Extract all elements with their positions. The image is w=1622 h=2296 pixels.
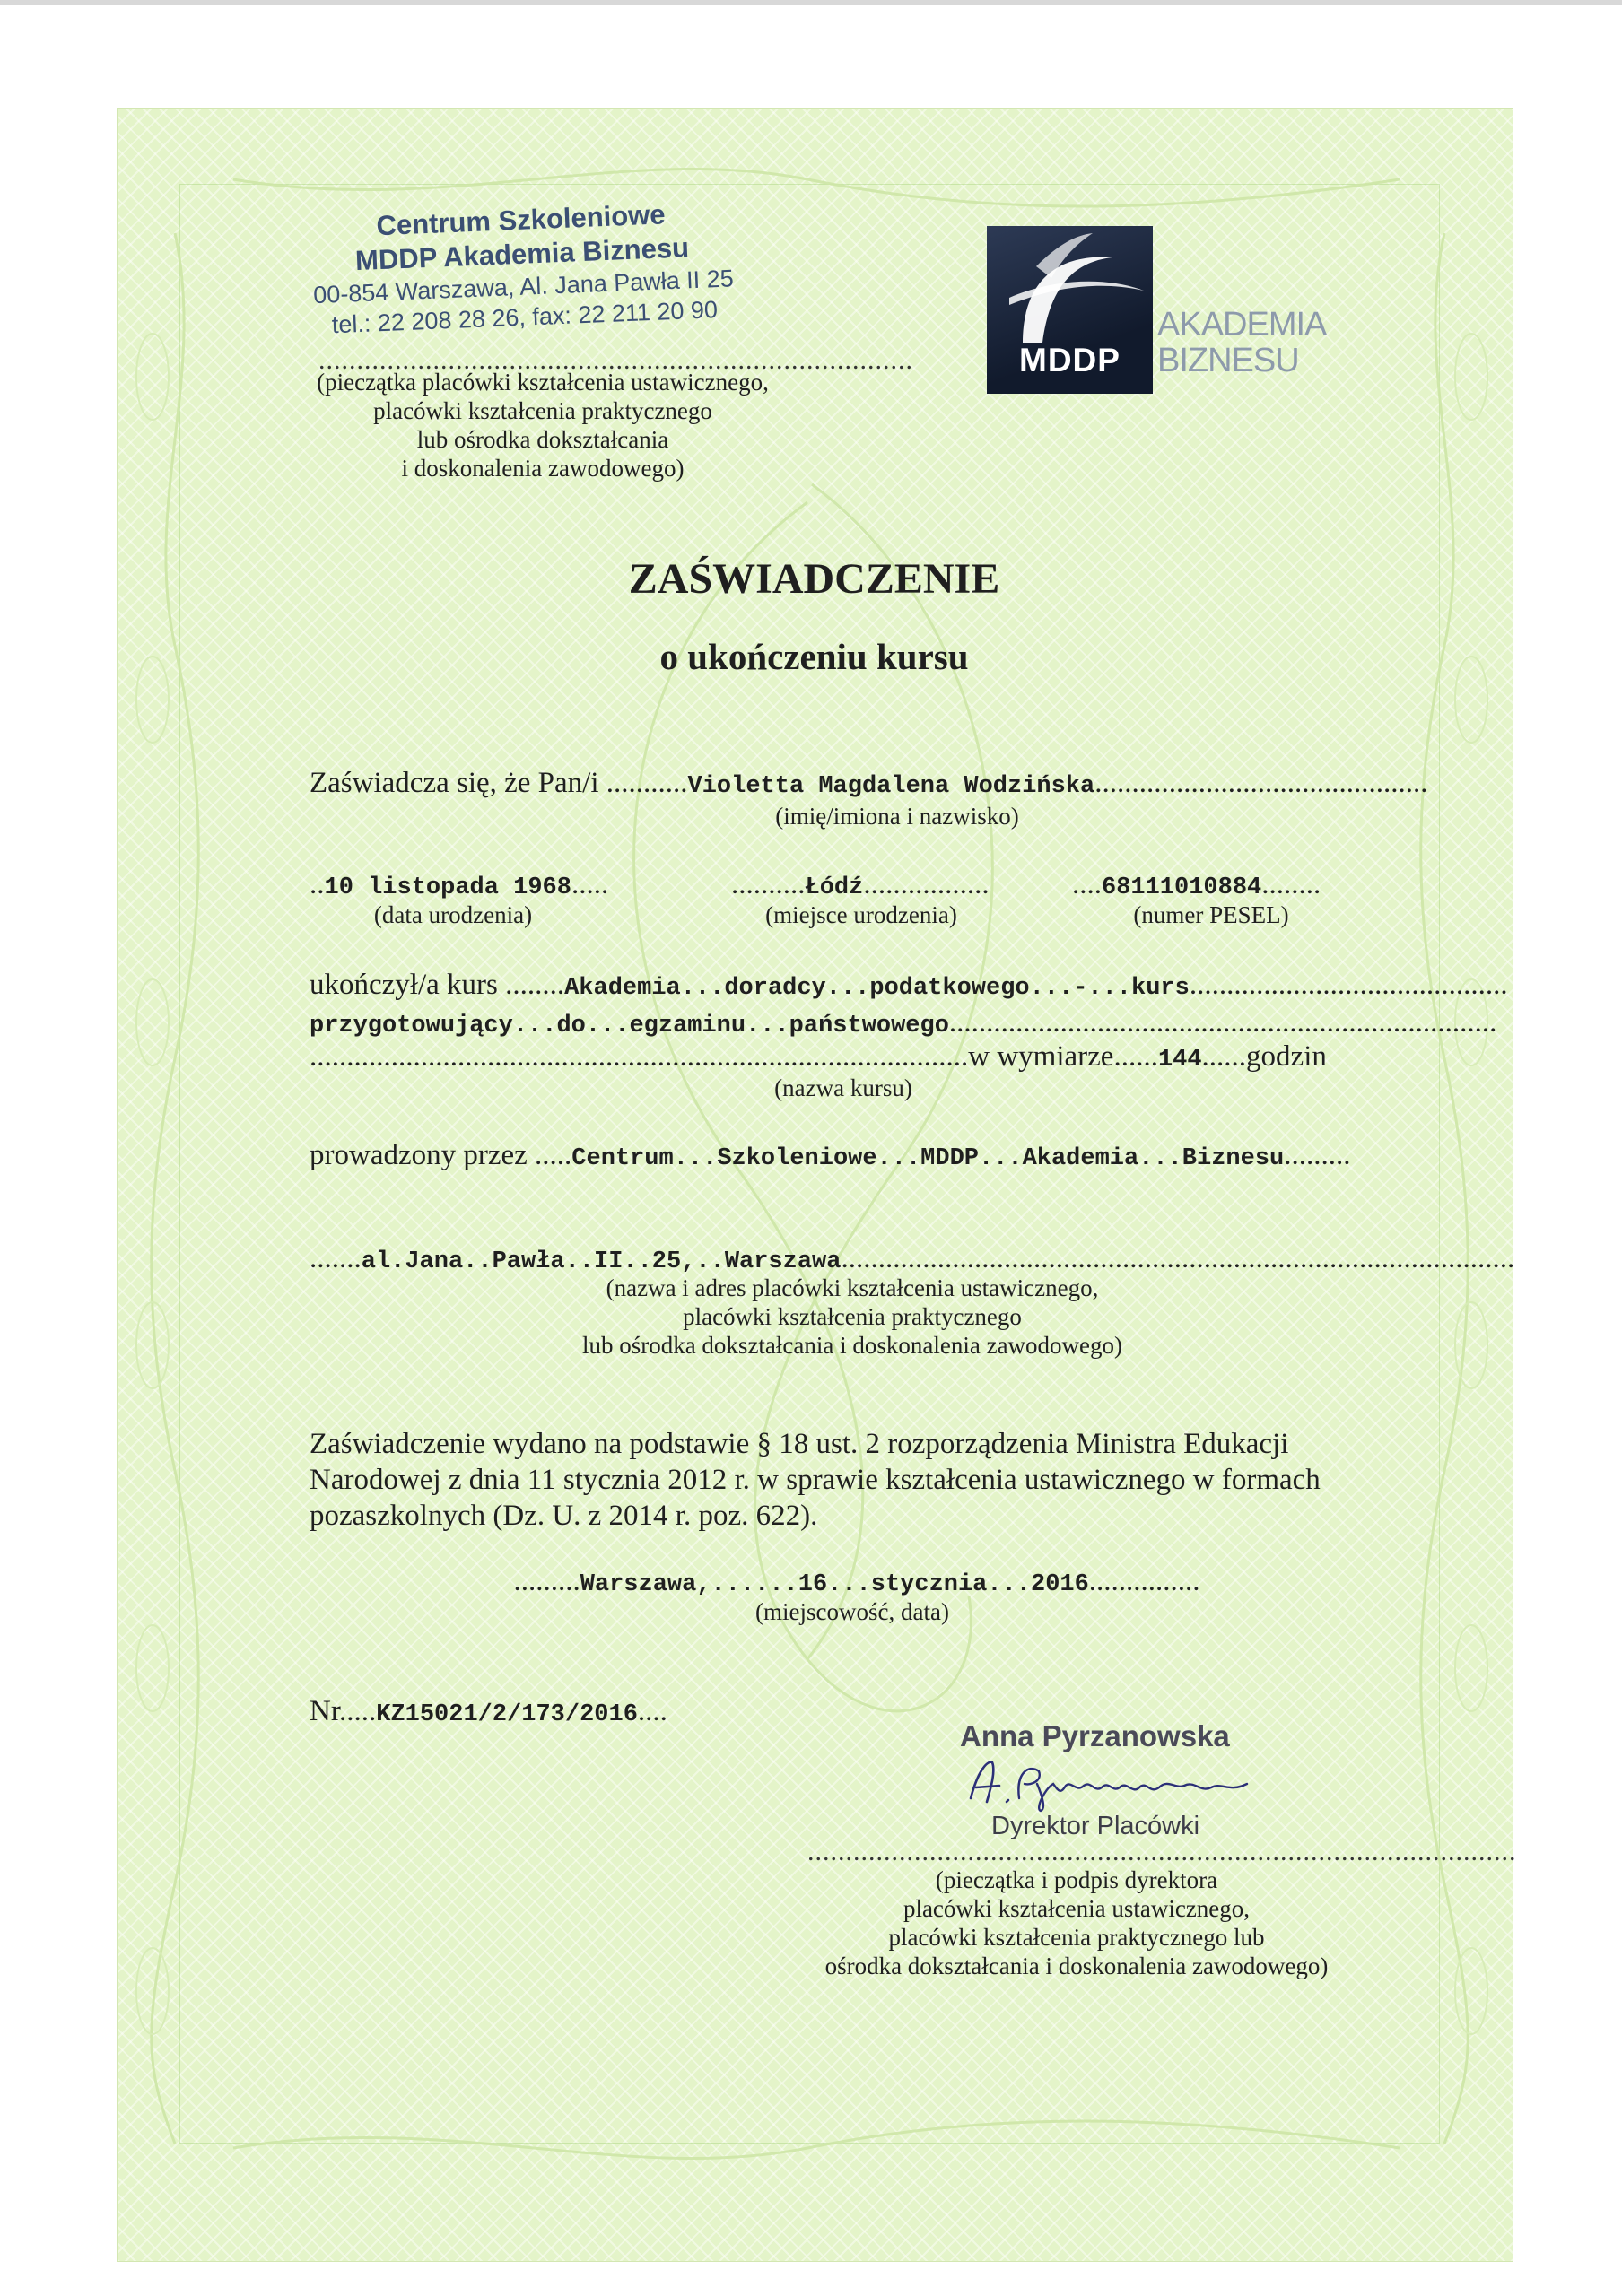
- pesel-field: ....68111010884........: [1072, 868, 1321, 901]
- signatory-caption: [789, 1866, 1364, 1980]
- pesel: 68111010884: [1102, 874, 1262, 901]
- holder-lead: Zaświadcza się, że Pan/i: [310, 767, 599, 799]
- signatory-name: Anna Pyrzanowska: [960, 1719, 1230, 1752]
- legal-basis-line: pozaszkolnych (Dz. U. z 2014 r. poz. 622).: [310, 1500, 818, 1532]
- legal-basis: [310, 1426, 1359, 1534]
- birth-date-caption: (data urodzenia): [373, 901, 533, 928]
- document-subtitle: o ukończeniu kursu: [659, 636, 969, 677]
- pesel-caption: (numer PESEL): [1133, 901, 1289, 928]
- issue-place-date: Warszawa,......16...stycznia...2016: [580, 1571, 1089, 1598]
- issuer-stamp: [269, 194, 776, 343]
- course-lead: ukończył/a kurs: [310, 969, 498, 1001]
- provider-address-line: .......al.Jana..Pawła..II..25,..Warszawa...........................................................................................: [310, 1242, 1515, 1275]
- course-hours-suffix: godzin: [1246, 1040, 1327, 1073]
- birth-place-caption: (miejsce urodzenia): [765, 901, 957, 928]
- provider-caption-line: lub ośrodka dokształcania i doskonalenia zawodowego): [581, 1332, 1123, 1359]
- issue-line: .........Warszawa,......16...stycznia...2016...............: [513, 1565, 1200, 1598]
- document-title: ZAŚWIADCZENIE: [628, 555, 1000, 603]
- logo-mark: MDDP: [1019, 342, 1121, 378]
- swoosh-icon: [987, 226, 1153, 343]
- signatory-caption-line: (pieczątka i podpis dyrektora: [935, 1866, 1218, 1893]
- logo-wordmark: [1157, 307, 1364, 378]
- course-name-line2: przygotowujący...do...egzaminu...państwowego: [310, 1013, 949, 1039]
- holder-line: Zaświadcza się, że Pan/i ...........Violetta Magdalena Wodzińska.............................................: [310, 767, 1428, 800]
- stamp-dotted-line: ..............................................................................: [318, 345, 913, 375]
- stamp-caption-line: lub ośrodka dokształcania: [416, 426, 669, 453]
- signature-dotted-line: .............................................................................................: [807, 1837, 1517, 1866]
- mddp-logo: [987, 226, 1153, 394]
- issue-caption: (miejscowość, data): [755, 1598, 949, 1625]
- provider-lead: prowadzony przez: [310, 1139, 528, 1171]
- stamp-caption: [296, 368, 789, 483]
- issuer-address: 00-854 Warszawa, Al. Jana Pawła II 25: [312, 265, 735, 309]
- provider-name: Centrum...Szkoleniowe...MDDP...Akademia...Biznesu: [571, 1145, 1285, 1172]
- legal-basis-line: Narodowej z dnia 11 stycznia 2012 r. w sprawie kształcenia ustawicznego w formach: [310, 1464, 1321, 1496]
- course-scope-prefix: w wymiarze: [968, 1040, 1114, 1073]
- signatory-caption-line: placówki kształcenia praktycznego lub: [888, 1924, 1265, 1951]
- provider-address: al.Jana..Pawła..II..25,..Warszawa: [361, 1248, 842, 1275]
- issuer-name-line1: Centrum Szkoleniowe: [375, 198, 667, 242]
- birth-date-field: ..10 listopada 1968.....: [310, 868, 609, 901]
- provider-caption-line: (nazwa i adres placówki kształcenia ustawicznego,: [606, 1274, 1099, 1301]
- course-line1: ukończył/a kurs ........Akademia...doradcy...podatkowego...-...kurs...........................................: [310, 969, 1508, 1002]
- issuer-contact: tel.: 22 208 28 26, fax: 22 211 20 90: [331, 296, 719, 339]
- legal-basis-line: Zaświadczenie wydano na podstawie § 18 ust. 2 rozporządzenia Ministra Edukacji: [310, 1428, 1289, 1460]
- certificate-number: KZ15021/2/173/2016: [376, 1701, 638, 1728]
- signature: [960, 1753, 1265, 1812]
- stamp-caption-line: (pieczątka placówki kształcenia ustawicznego,: [317, 369, 769, 396]
- issuer-name-line2: MDDP Akademia Biznesu: [354, 231, 690, 277]
- provider-line: prowadzony przez .....Centrum...Szkoleniowe...MDDP...Akademia...Biznesu.........: [310, 1139, 1351, 1172]
- holder-name-caption: (imię/imiona i nazwisko): [775, 803, 1019, 830]
- course-line2: przygotowujący...do...egzaminu...państwowego..........................................................................: [310, 1006, 1497, 1039]
- signatory-caption-line: ośrodka dokształcania i doskonalenia zawodowego): [824, 1952, 1329, 1979]
- birth-date: 10 listopada 1968: [324, 874, 571, 901]
- course-line3: .........................................................................................w wymiarze......144......godzin: [310, 1040, 1327, 1074]
- handwritten-signature: [960, 1753, 1265, 1812]
- stamp-caption-line: i doskonalenia zawodowego): [401, 455, 685, 482]
- provider-caption: [529, 1274, 1175, 1360]
- course-name-line1: Akademia...doradcy...podatkowego...-...kurs: [564, 975, 1190, 1002]
- logo-line2: BIZNESU: [1157, 342, 1299, 379]
- logo-line1: AKADEMIA: [1157, 306, 1327, 344]
- course-caption: (nazwa kursu): [774, 1074, 912, 1101]
- course-hours: 144: [1157, 1047, 1202, 1074]
- holder-name: Violetta Magdalena Wodzińska: [687, 773, 1095, 800]
- signatory-role: Dyrektor Placówki: [991, 1812, 1200, 1840]
- certificate-number-line: Nr.....KZ15021/2/173/2016....: [310, 1695, 667, 1728]
- provider-caption-line: placówki kształcenia praktycznego: [683, 1303, 1022, 1330]
- stamp-caption-line: placówki kształcenia praktycznego: [373, 397, 712, 424]
- birth-place: Łódź: [805, 874, 864, 901]
- signatory-caption-line: placówki kształcenia ustawicznego,: [903, 1895, 1251, 1922]
- birth-place-field: ..........Łódź.................: [731, 868, 990, 901]
- number-prefix: Nr.....: [310, 1695, 377, 1727]
